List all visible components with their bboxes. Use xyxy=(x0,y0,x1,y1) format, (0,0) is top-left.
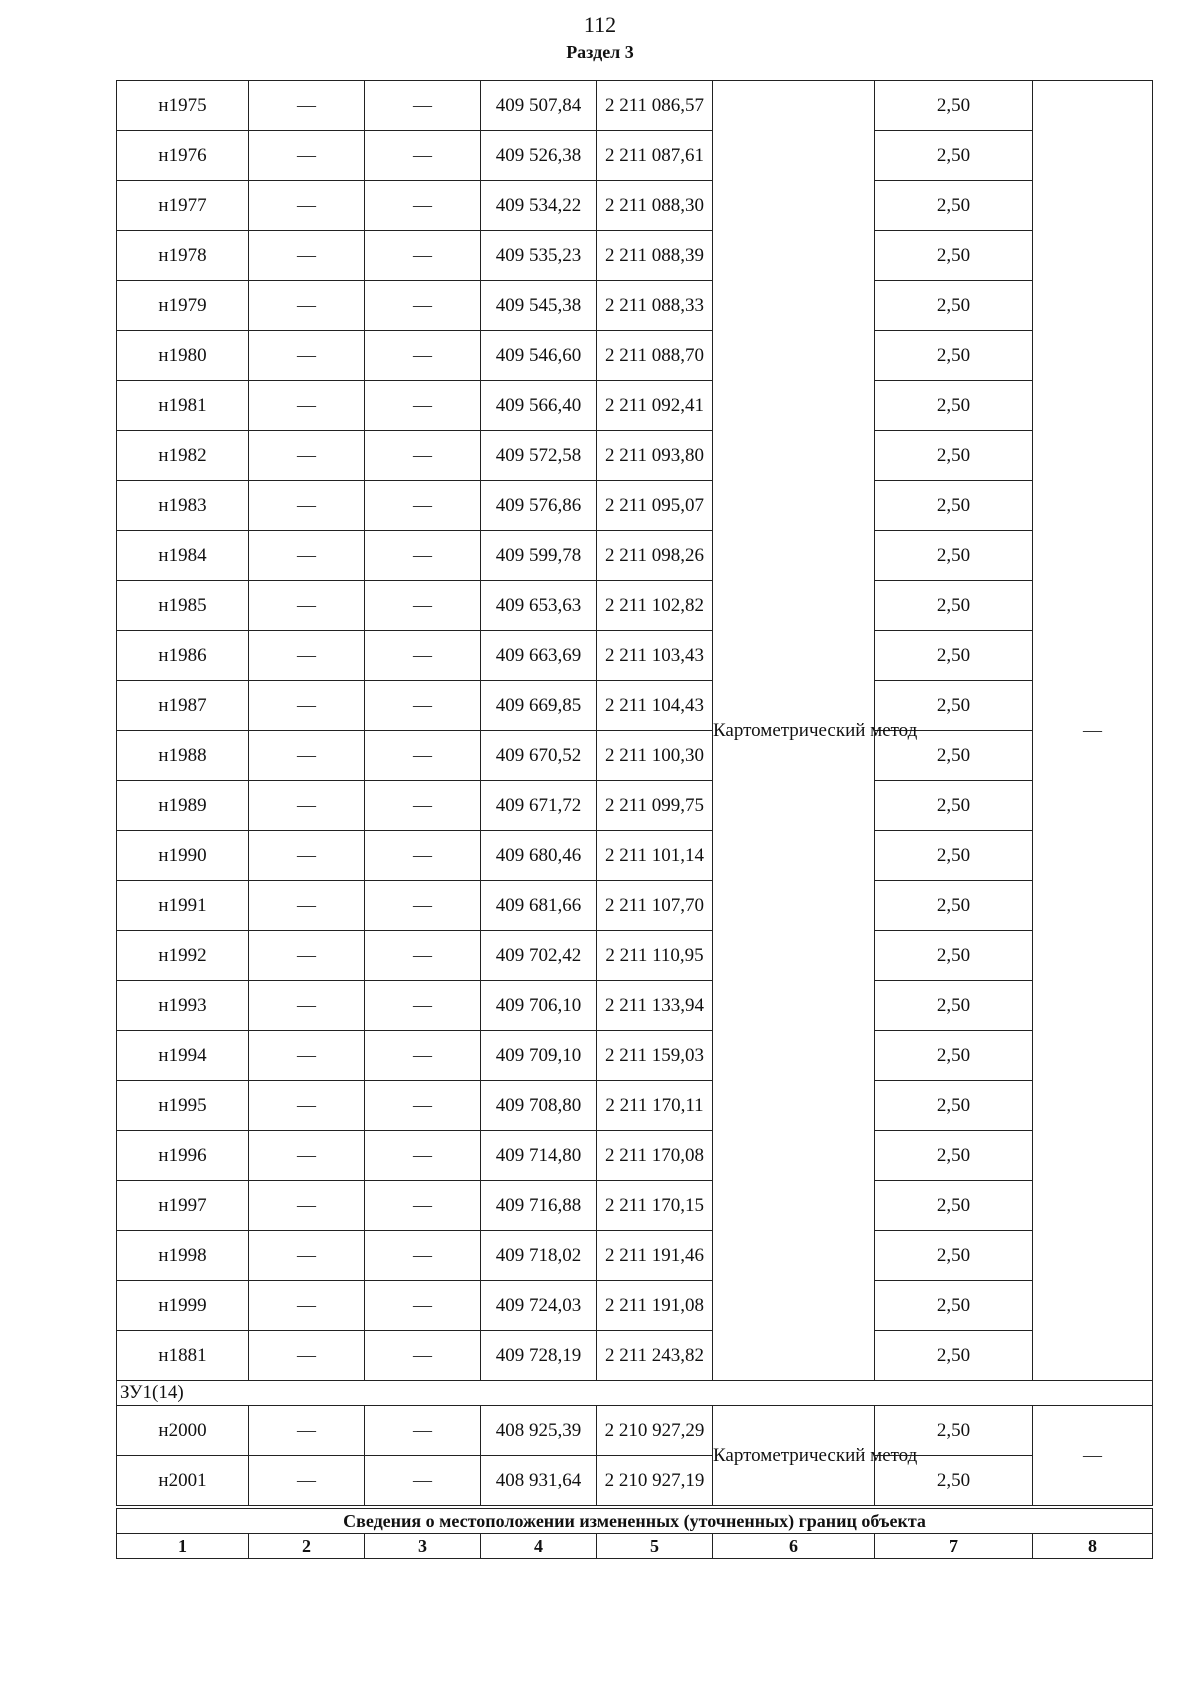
y-coordinate-cell: 2 211 110,95 xyxy=(597,931,713,981)
y-coordinate-cell: 2 210 927,29 xyxy=(597,1406,713,1456)
y-coordinate-cell: 2 211 107,70 xyxy=(597,881,713,931)
accuracy-cell: 2,50 xyxy=(875,581,1033,631)
point-id-cell: н1989 xyxy=(117,781,249,831)
x-coordinate-cell: 408 931,64 xyxy=(481,1456,597,1508)
accuracy-cell: 2,50 xyxy=(875,481,1033,531)
accuracy-cell: 2,50 xyxy=(875,231,1033,281)
x-coordinate-cell: 409 545,38 xyxy=(481,281,597,331)
point-id-cell: н1991 xyxy=(117,881,249,931)
point-id-cell: н1981 xyxy=(117,381,249,431)
column-number-cell: 2 xyxy=(249,1534,365,1559)
accuracy-cell: 2,50 xyxy=(875,1081,1033,1131)
accuracy-cell: 2,50 xyxy=(875,1406,1033,1456)
column-number-cell: 3 xyxy=(365,1534,481,1559)
y-coordinate-cell: 2 211 170,08 xyxy=(597,1131,713,1181)
empty-y-cell: — xyxy=(365,981,481,1031)
accuracy-cell: 2,50 xyxy=(875,1181,1033,1231)
column-number-cell: 1 xyxy=(117,1534,249,1559)
empty-x-cell: — xyxy=(249,131,365,181)
accuracy-cell: 2,50 xyxy=(875,331,1033,381)
point-id-cell: н1979 xyxy=(117,281,249,331)
y-coordinate-cell: 2 211 088,39 xyxy=(597,231,713,281)
empty-x-cell: — xyxy=(249,631,365,681)
empty-x-cell: — xyxy=(249,781,365,831)
table-row xyxy=(117,381,1153,431)
empty-y-cell: — xyxy=(365,531,481,581)
empty-y-cell: — xyxy=(365,831,481,881)
empty-y-cell: — xyxy=(365,431,481,481)
table-row xyxy=(117,731,1153,781)
accuracy-cell: 2,50 xyxy=(875,131,1033,181)
x-coordinate-cell: 409 535,23 xyxy=(481,231,597,281)
table-row xyxy=(117,1081,1153,1131)
table-row xyxy=(117,1131,1153,1181)
empty-y-cell: — xyxy=(365,1281,481,1331)
accuracy-cell: 2,50 xyxy=(875,681,1033,731)
table-row xyxy=(117,1231,1153,1281)
empty-y-cell: — xyxy=(365,1131,481,1181)
method-cell: Картометрический метод xyxy=(713,81,875,1381)
table-row xyxy=(117,531,1153,581)
y-coordinate-cell: 2 210 927,19 xyxy=(597,1456,713,1508)
table-row xyxy=(117,831,1153,881)
accuracy-cell: 2,50 xyxy=(875,831,1033,881)
y-coordinate-cell: 2 211 243,82 xyxy=(597,1331,713,1381)
empty-x-cell: — xyxy=(249,1281,365,1331)
coordinates-table xyxy=(116,80,1153,1559)
empty-y-cell: — xyxy=(365,481,481,531)
accuracy-cell: 2,50 xyxy=(875,81,1033,131)
section-title: Раздел 3 xyxy=(566,42,634,62)
empty-x-cell: — xyxy=(249,831,365,881)
table-row xyxy=(117,131,1153,181)
x-coordinate-cell: 409 671,72 xyxy=(481,781,597,831)
x-coordinate-cell: 409 718,02 xyxy=(481,1231,597,1281)
accuracy-cell: 2,50 xyxy=(875,531,1033,581)
empty-y-cell: — xyxy=(365,131,481,181)
table-row xyxy=(117,331,1153,381)
description-cell: — xyxy=(1033,81,1153,1381)
empty-x-cell: — xyxy=(249,1131,365,1181)
x-coordinate-cell: 409 714,80 xyxy=(481,1131,597,1181)
x-coordinate-cell: 409 566,40 xyxy=(481,381,597,431)
accuracy-cell: 2,50 xyxy=(875,1031,1033,1081)
x-coordinate-cell: 409 670,52 xyxy=(481,731,597,781)
table-row xyxy=(117,1181,1153,1231)
x-coordinate-cell: 409 599,78 xyxy=(481,531,597,581)
x-coordinate-cell: 409 728,19 xyxy=(481,1331,597,1381)
section-caption: Сведения о местоположении измененных (уточненных) границ объекта xyxy=(117,1507,1153,1534)
point-id-cell: н1995 xyxy=(117,1081,249,1131)
empty-x-cell: — xyxy=(249,1081,365,1131)
x-coordinate-cell: 409 572,58 xyxy=(481,431,597,481)
table-row xyxy=(117,581,1153,631)
x-coordinate-cell: 409 663,69 xyxy=(481,631,597,681)
empty-x-cell: — xyxy=(249,281,365,331)
table-row xyxy=(117,981,1153,1031)
table-row xyxy=(117,881,1153,931)
point-id-cell: н2001 xyxy=(117,1456,249,1508)
point-id-cell: н1997 xyxy=(117,1181,249,1231)
accuracy-cell: 2,50 xyxy=(875,881,1033,931)
table-row xyxy=(117,1331,1153,1381)
y-coordinate-cell: 2 211 159,03 xyxy=(597,1031,713,1081)
empty-x-cell: — xyxy=(249,181,365,231)
point-id-cell: н2000 xyxy=(117,1406,249,1456)
empty-y-cell: — xyxy=(365,1081,481,1131)
y-coordinate-cell: 2 211 088,33 xyxy=(597,281,713,331)
table-row xyxy=(117,1031,1153,1081)
y-coordinate-cell: 2 211 095,07 xyxy=(597,481,713,531)
y-coordinate-cell: 2 211 100,30 xyxy=(597,731,713,781)
table-row xyxy=(117,681,1153,731)
table-row xyxy=(117,1406,1153,1456)
table-row xyxy=(117,481,1153,531)
column-number-cell: 8 xyxy=(1033,1534,1153,1559)
accuracy-cell: 2,50 xyxy=(875,281,1033,331)
x-coordinate-cell: 409 546,60 xyxy=(481,331,597,381)
point-id-cell: н1996 xyxy=(117,1131,249,1181)
y-coordinate-cell: 2 211 101,14 xyxy=(597,831,713,881)
accuracy-cell: 2,50 xyxy=(875,1281,1033,1331)
point-id-cell: н1985 xyxy=(117,581,249,631)
section-caption-row xyxy=(117,1507,1153,1534)
y-coordinate-cell: 2 211 133,94 xyxy=(597,981,713,1031)
empty-x-cell: — xyxy=(249,481,365,531)
y-coordinate-cell: 2 211 093,80 xyxy=(597,431,713,481)
empty-x-cell: — xyxy=(249,1456,365,1508)
empty-x-cell: — xyxy=(249,1181,365,1231)
point-id-cell: н1881 xyxy=(117,1331,249,1381)
column-number-cell: 4 xyxy=(481,1534,597,1559)
empty-y-cell: — xyxy=(365,81,481,131)
empty-x-cell: — xyxy=(249,581,365,631)
empty-y-cell: — xyxy=(365,1406,481,1456)
empty-x-cell: — xyxy=(249,431,365,481)
point-id-cell: н1982 xyxy=(117,431,249,481)
accuracy-cell: 2,50 xyxy=(875,731,1033,781)
accuracy-cell: 2,50 xyxy=(875,981,1033,1031)
y-coordinate-cell: 2 211 170,15 xyxy=(597,1181,713,1231)
y-coordinate-cell: 2 211 092,41 xyxy=(597,381,713,431)
x-coordinate-cell: 409 576,86 xyxy=(481,481,597,531)
empty-x-cell: — xyxy=(249,1406,365,1456)
accuracy-cell: 2,50 xyxy=(875,1231,1033,1281)
x-coordinate-cell: 409 534,22 xyxy=(481,181,597,231)
accuracy-cell: 2,50 xyxy=(875,1456,1033,1508)
empty-y-cell: — xyxy=(365,731,481,781)
x-coordinate-cell: 409 681,66 xyxy=(481,881,597,931)
x-coordinate-cell: 409 669,85 xyxy=(481,681,597,731)
x-coordinate-cell: 409 706,10 xyxy=(481,981,597,1031)
empty-y-cell: — xyxy=(365,281,481,331)
empty-x-cell: — xyxy=(249,681,365,731)
x-coordinate-cell: 409 724,03 xyxy=(481,1281,597,1331)
empty-x-cell: — xyxy=(249,931,365,981)
accuracy-cell: 2,50 xyxy=(875,781,1033,831)
empty-y-cell: — xyxy=(365,331,481,381)
description-cell: — xyxy=(1033,1406,1153,1508)
group-label: ЗУ1(14) xyxy=(117,1381,1153,1406)
point-id-cell: н1978 xyxy=(117,231,249,281)
point-id-cell: н1990 xyxy=(117,831,249,881)
method-cell: Картометрический метод xyxy=(713,1406,875,1508)
y-coordinate-cell: 2 211 088,70 xyxy=(597,331,713,381)
y-coordinate-cell: 2 211 170,11 xyxy=(597,1081,713,1131)
accuracy-cell: 2,50 xyxy=(875,1331,1033,1381)
table-row xyxy=(117,931,1153,981)
accuracy-cell: 2,50 xyxy=(875,431,1033,481)
point-id-cell: н1980 xyxy=(117,331,249,381)
table-row xyxy=(117,1456,1153,1508)
empty-y-cell: — xyxy=(365,581,481,631)
empty-y-cell: — xyxy=(365,631,481,681)
column-number-cell: 5 xyxy=(597,1534,713,1559)
column-number-cell: 7 xyxy=(875,1534,1033,1559)
empty-x-cell: — xyxy=(249,531,365,581)
empty-x-cell: — xyxy=(249,381,365,431)
table-row xyxy=(117,1281,1153,1331)
table-row xyxy=(117,181,1153,231)
point-id-cell: н1992 xyxy=(117,931,249,981)
empty-y-cell: — xyxy=(365,1231,481,1281)
accuracy-cell: 2,50 xyxy=(875,381,1033,431)
x-coordinate-cell: 409 702,42 xyxy=(481,931,597,981)
point-id-cell: н1999 xyxy=(117,1281,249,1331)
y-coordinate-cell: 2 211 104,43 xyxy=(597,681,713,731)
point-id-cell: н1975 xyxy=(117,81,249,131)
y-coordinate-cell: 2 211 103,43 xyxy=(597,631,713,681)
empty-x-cell: — xyxy=(249,981,365,1031)
empty-x-cell: — xyxy=(249,881,365,931)
empty-y-cell: — xyxy=(365,881,481,931)
table-row xyxy=(117,81,1153,131)
empty-x-cell: — xyxy=(249,731,365,781)
empty-x-cell: — xyxy=(249,1331,365,1381)
empty-y-cell: — xyxy=(365,381,481,431)
group-label-row xyxy=(117,1381,1153,1406)
point-id-cell: н1994 xyxy=(117,1031,249,1081)
point-id-cell: н1983 xyxy=(117,481,249,531)
empty-y-cell: — xyxy=(365,931,481,981)
empty-x-cell: — xyxy=(249,1231,365,1281)
y-coordinate-cell: 2 211 088,30 xyxy=(597,181,713,231)
empty-y-cell: — xyxy=(365,181,481,231)
accuracy-cell: 2,50 xyxy=(875,1131,1033,1181)
x-coordinate-cell: 409 653,63 xyxy=(481,581,597,631)
table-row xyxy=(117,431,1153,481)
y-coordinate-cell: 2 211 086,57 xyxy=(597,81,713,131)
y-coordinate-cell: 2 211 087,61 xyxy=(597,131,713,181)
column-number-cell: 6 xyxy=(713,1534,875,1559)
y-coordinate-cell: 2 211 099,75 xyxy=(597,781,713,831)
y-coordinate-cell: 2 211 102,82 xyxy=(597,581,713,631)
x-coordinate-cell: 409 709,10 xyxy=(481,1031,597,1081)
empty-x-cell: — xyxy=(249,231,365,281)
point-id-cell: н1976 xyxy=(117,131,249,181)
empty-y-cell: — xyxy=(365,781,481,831)
accuracy-cell: 2,50 xyxy=(875,931,1033,981)
accuracy-cell: 2,50 xyxy=(875,631,1033,681)
point-id-cell: н1988 xyxy=(117,731,249,781)
point-id-cell: н1998 xyxy=(117,1231,249,1281)
empty-x-cell: — xyxy=(249,331,365,381)
x-coordinate-cell: 408 925,39 xyxy=(481,1406,597,1456)
y-coordinate-cell: 2 211 098,26 xyxy=(597,531,713,581)
point-id-cell: н1987 xyxy=(117,681,249,731)
table-row xyxy=(117,231,1153,281)
empty-y-cell: — xyxy=(365,1181,481,1231)
empty-y-cell: — xyxy=(365,1031,481,1081)
empty-y-cell: — xyxy=(365,231,481,281)
x-coordinate-cell: 409 526,38 xyxy=(481,131,597,181)
empty-y-cell: — xyxy=(365,1456,481,1508)
x-coordinate-cell: 409 708,80 xyxy=(481,1081,597,1131)
empty-y-cell: — xyxy=(365,1331,481,1381)
y-coordinate-cell: 2 211 191,08 xyxy=(597,1281,713,1331)
x-coordinate-cell: 409 716,88 xyxy=(481,1181,597,1231)
y-coordinate-cell: 2 211 191,46 xyxy=(597,1231,713,1281)
empty-y-cell: — xyxy=(365,681,481,731)
table-row xyxy=(117,631,1153,681)
point-id-cell: н1993 xyxy=(117,981,249,1031)
empty-x-cell: — xyxy=(249,1031,365,1081)
accuracy-cell: 2,50 xyxy=(875,181,1033,231)
table-row xyxy=(117,781,1153,831)
table-row xyxy=(117,281,1153,331)
point-id-cell: н1977 xyxy=(117,181,249,231)
point-id-cell: н1986 xyxy=(117,631,249,681)
empty-x-cell: — xyxy=(249,81,365,131)
x-coordinate-cell: 409 507,84 xyxy=(481,81,597,131)
column-numbers-row xyxy=(117,1534,1153,1559)
x-coordinate-cell: 409 680,46 xyxy=(481,831,597,881)
page-number: 112 xyxy=(583,12,617,37)
point-id-cell: н1984 xyxy=(117,531,249,581)
